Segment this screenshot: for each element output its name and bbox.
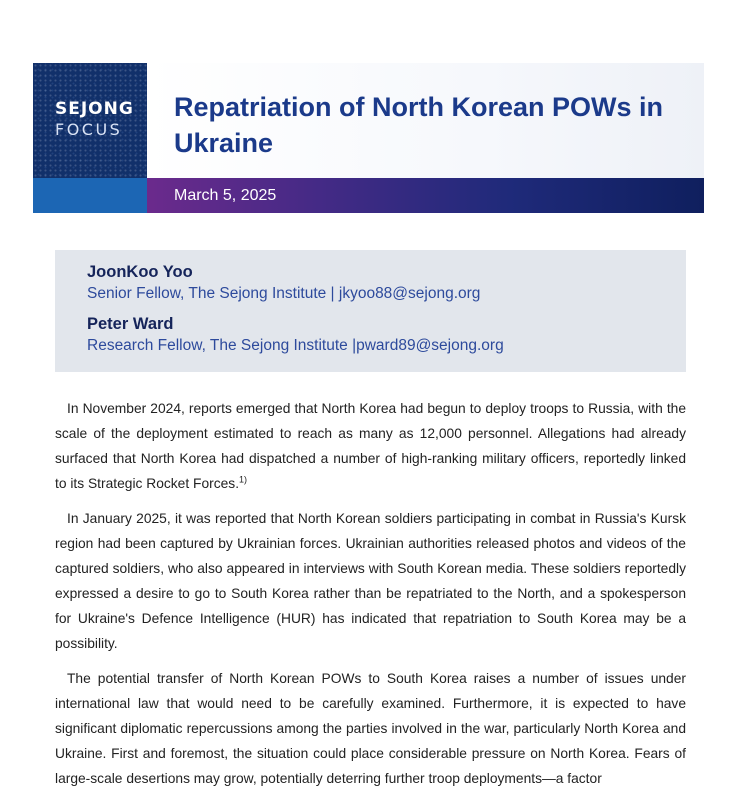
date-bar	[147, 178, 704, 213]
publication-date: March 5, 2025	[174, 187, 277, 204]
paragraph-2: In January 2025, it was reported that North Korean soldiers participating in combat in Russia's Kursk region had been captured by Ukrainian forces. Ukrainian authorities released photos and videos of the captured soldiers, who also appeared in interviews with South Korean media. These soldiers reportedly expressed a desire to go to South Korea rather than be repatriated to the North, and a spokesperson for Ukraine's Defence Intelligence (HUR) has indicated that repatriation to South Korea may be a possibility.	[55, 511, 686, 651]
author-affiliation: Senior Fellow, The Sejong Institute | jkyoo88@sejong.org	[87, 285, 481, 302]
logo-accent-bar	[33, 178, 147, 213]
logo-text-focus: FOCUS	[55, 120, 123, 139]
sejong-focus-logo	[33, 63, 147, 178]
title-banner	[147, 63, 704, 178]
paragraph-1-text: In November 2024, reports emerged that North Korea had begun to deploy troops to Russia, with the scale of the deployment estimated to reach as many as 12,000 personnel. Allegations had already surfaced that North Korea had dispatched a number of high-ranking military officers, reportedly linked to its Strategic Rocket Forces.	[55, 401, 686, 491]
document-title: Repatriation of North Korean POWs in Ukraine	[174, 92, 664, 158]
paragraph-1	[55, 396, 686, 496]
author-name: Peter Ward	[87, 315, 174, 333]
logo-text-sejong: SEJONG	[55, 99, 134, 119]
author-name: JoonKoo Yoo	[87, 263, 193, 281]
authors-box	[55, 250, 686, 372]
author-affiliation: Research Fellow, The Sejong Institute |pward89@sejong.org	[87, 337, 504, 354]
article-body	[55, 396, 686, 801]
paragraph-3: The potential transfer of North Korean POWs to South Korea raises a number of issues under international law that would need to be carefully examined. Furthermore, it is expected to have significant diplomatic repercussions among the parties involved in the war, particularly North Korea and Ukraine. First and foremost, the situation could place considerable pressure on North Korea. Fears of large-scale desertions may grow, potentially deterring further troop deployments—a factor	[55, 671, 686, 786]
footnote-marker[interactable]: 1)	[239, 474, 248, 485]
